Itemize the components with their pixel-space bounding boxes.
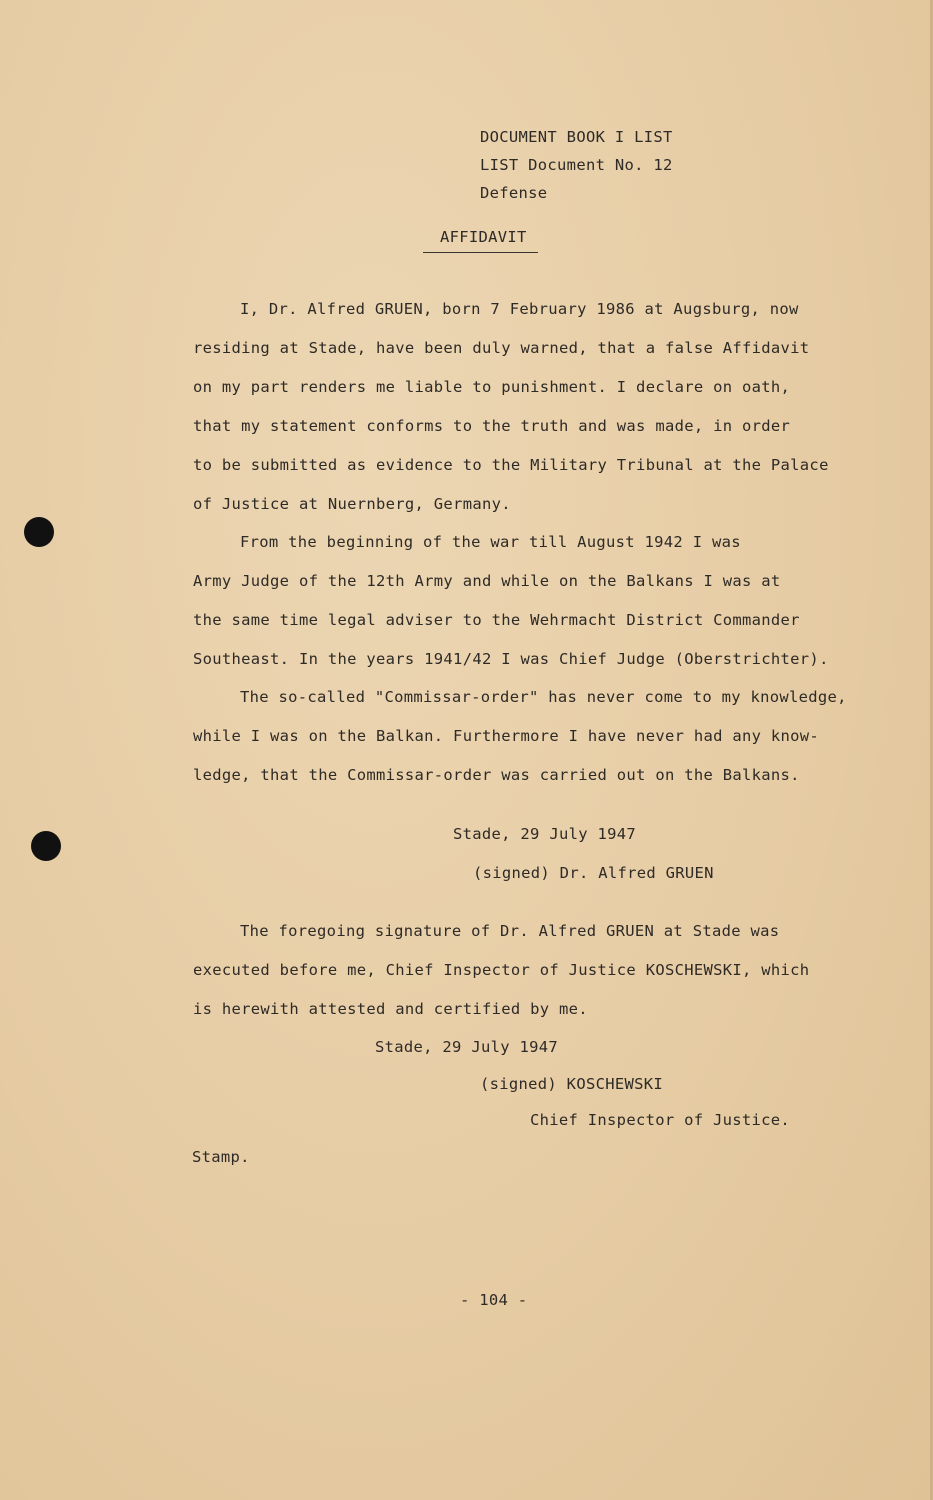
body-line: From the beginning of the war till August 1942 I was (240, 533, 741, 551)
document-title: AFFIDAVIT (440, 228, 527, 246)
attestation-line: is herewith attested and certified by me. (193, 1000, 588, 1018)
body-line: residing at Stade, have been duly warned, that a false Affidavit (193, 339, 810, 357)
body-line: Army Judge of the 12th Army and while on the Balkans I was at (193, 572, 781, 590)
body-line: that my statement conforms to the truth and was made, in order (193, 417, 791, 435)
stamp-note: Stamp. (192, 1148, 250, 1166)
page-number: - 104 - (460, 1291, 528, 1309)
body-line: the same time legal adviser to the Wehrmacht District Commander (193, 611, 800, 629)
body-line: The so-called "Commissar-order" has never come to my knowledge, (240, 688, 847, 706)
signature-place-date: Stade, 29 July 1947 (453, 825, 637, 843)
attestation-title: Chief Inspector of Justice. (530, 1111, 791, 1129)
punch-hole (24, 517, 54, 547)
signature-signed: (signed) Dr. Alfred GRUEN (473, 864, 714, 882)
attestation-line: executed before me, Chief Inspector of Justice KOSCHEWSKI, which (193, 961, 810, 979)
body-line: on my part renders me liable to punishment. I declare on oath, (193, 378, 791, 396)
body-line: while I was on the Balkan. Furthermore I have never had any know- (193, 727, 820, 745)
header-line-3: Defense (480, 184, 548, 202)
body-line: Southeast. In the years 1941/42 I was Chief Judge (Oberstrichter). (193, 650, 829, 668)
punch-hole (31, 831, 61, 861)
title-underline (423, 252, 538, 253)
attestation-place-date: Stade, 29 July 1947 (375, 1038, 559, 1056)
attestation-signed: (signed) KOSCHEWSKI (480, 1075, 664, 1093)
attestation-line: The foregoing signature of Dr. Alfred GRUEN at Stade was (240, 922, 780, 940)
body-line: to be submitted as evidence to the Military Tribunal at the Palace (193, 456, 829, 474)
body-line: I, Dr. Alfred GRUEN, born 7 February 1986 at Augsburg, now (240, 300, 799, 318)
header-line-2: LIST Document No. 12 (480, 156, 673, 174)
body-line: of Justice at Nuernberg, Germany. (193, 495, 511, 513)
header-line-1: DOCUMENT BOOK I LIST (480, 128, 673, 146)
body-line: ledge, that the Commissar-order was carried out on the Balkans. (193, 766, 800, 784)
